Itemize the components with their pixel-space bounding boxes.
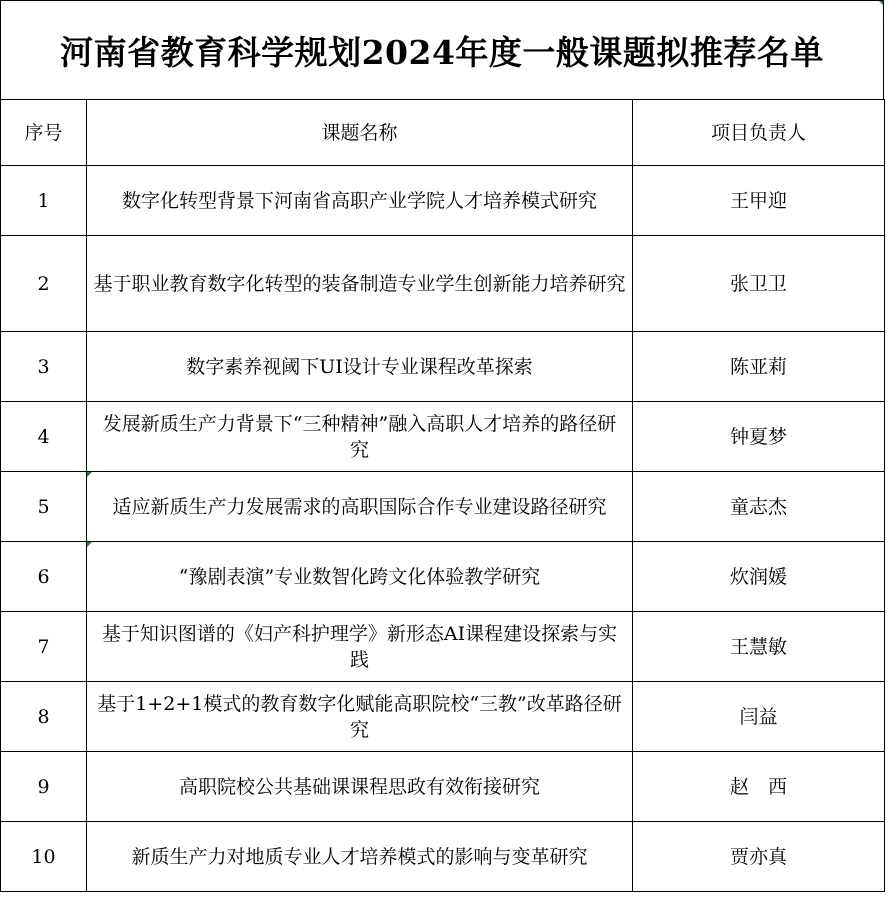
- cell-name[interactable]: [87, 236, 633, 332]
- cell-lead[interactable]: 钟夏梦: [633, 402, 885, 472]
- table-row: [1, 752, 885, 822]
- cell-name-text: 发展新质生产力背景下“三种精神”融入高职人才培养的路径研究: [102, 412, 617, 461]
- cell-name[interactable]: [87, 332, 633, 402]
- cell-no[interactable]: 1: [1, 166, 87, 236]
- cell-name-text: 数字化转型背景下河南省高职产业学院人才培养模式研究: [121, 189, 597, 212]
- cell-name-text: 高职院校公共基础课课程思政有效衔接研究: [178, 775, 540, 798]
- title-cell[interactable]: [0, 0, 884, 99]
- cell-name[interactable]: [87, 542, 633, 612]
- cell-name[interactable]: [87, 402, 633, 472]
- header-lead[interactable]: 项目负责人: [633, 100, 885, 166]
- cell-lead[interactable]: 童志杰: [633, 472, 885, 542]
- cell-no[interactable]: 3: [1, 332, 87, 402]
- cell-name-text: 新质生产力对地质专业人才培养模式的影响与变革研究: [131, 845, 588, 868]
- cell-name-text: 基于职业教育数字化转型的装备制造专业学生创新能力培养研究: [93, 272, 626, 295]
- table-row: [1, 166, 885, 236]
- header-name[interactable]: 课题名称: [87, 100, 633, 166]
- cell-lead[interactable]: 王慧敏: [633, 612, 885, 682]
- cell-no[interactable]: 7: [1, 612, 87, 682]
- cell-no[interactable]: 4: [1, 402, 87, 472]
- cell-lead[interactable]: 陈亚莉: [633, 332, 885, 402]
- project-table: [0, 99, 885, 892]
- cell-no[interactable]: 2: [1, 236, 87, 332]
- cell-name-text: 基于1+2+1模式的教育数字化赋能高职院校“三教”改革路径研究: [97, 692, 622, 741]
- comment-marker-icon: [87, 542, 92, 547]
- table-row: [1, 402, 885, 472]
- cell-name-text: 适应新质生产力发展需求的高职国际合作专业建设路径研究: [112, 495, 607, 518]
- cell-name[interactable]: [87, 752, 633, 822]
- page-title: 河南省教育科学规划2024年度一般课题拟推荐名单: [60, 32, 824, 72]
- header-no[interactable]: 序号: [1, 100, 87, 166]
- table-row: [1, 236, 885, 332]
- cell-lead[interactable]: 贾亦真: [633, 822, 885, 892]
- cell-name-text: 数字素养视阈下UI设计专业课程改革探索: [186, 355, 533, 378]
- table-row: [1, 822, 885, 892]
- cell-lead[interactable]: 张卫卫: [633, 236, 885, 332]
- table-row: [1, 332, 885, 402]
- cell-no[interactable]: 8: [1, 682, 87, 752]
- table-header-row: [1, 100, 885, 166]
- cell-lead[interactable]: 赵 西: [633, 752, 885, 822]
- cell-name[interactable]: [87, 822, 633, 892]
- table-row: [1, 612, 885, 682]
- comment-marker-icon: [87, 472, 92, 477]
- cell-name-text: “豫剧表演”专业数智化跨文化体验教学研究: [178, 565, 541, 588]
- cell-lead[interactable]: 闫益: [633, 682, 885, 752]
- cell-no[interactable]: 5: [1, 472, 87, 542]
- cell-lead[interactable]: 王甲迎: [633, 166, 885, 236]
- cell-name[interactable]: [87, 472, 633, 542]
- cell-name[interactable]: [87, 682, 633, 752]
- table-row: [1, 682, 885, 752]
- cell-name[interactable]: [87, 166, 633, 236]
- cell-name-text: 基于知识图谱的《妇产科护理学》新形态AI课程建设探索与实践: [101, 622, 618, 671]
- table-row: [1, 472, 885, 542]
- cell-lead[interactable]: 炊润媛: [633, 542, 885, 612]
- cell-no[interactable]: 10: [1, 822, 87, 892]
- cell-name[interactable]: [87, 612, 633, 682]
- table-row: [1, 542, 885, 612]
- cell-no[interactable]: 9: [1, 752, 87, 822]
- cell-no[interactable]: 6: [1, 542, 87, 612]
